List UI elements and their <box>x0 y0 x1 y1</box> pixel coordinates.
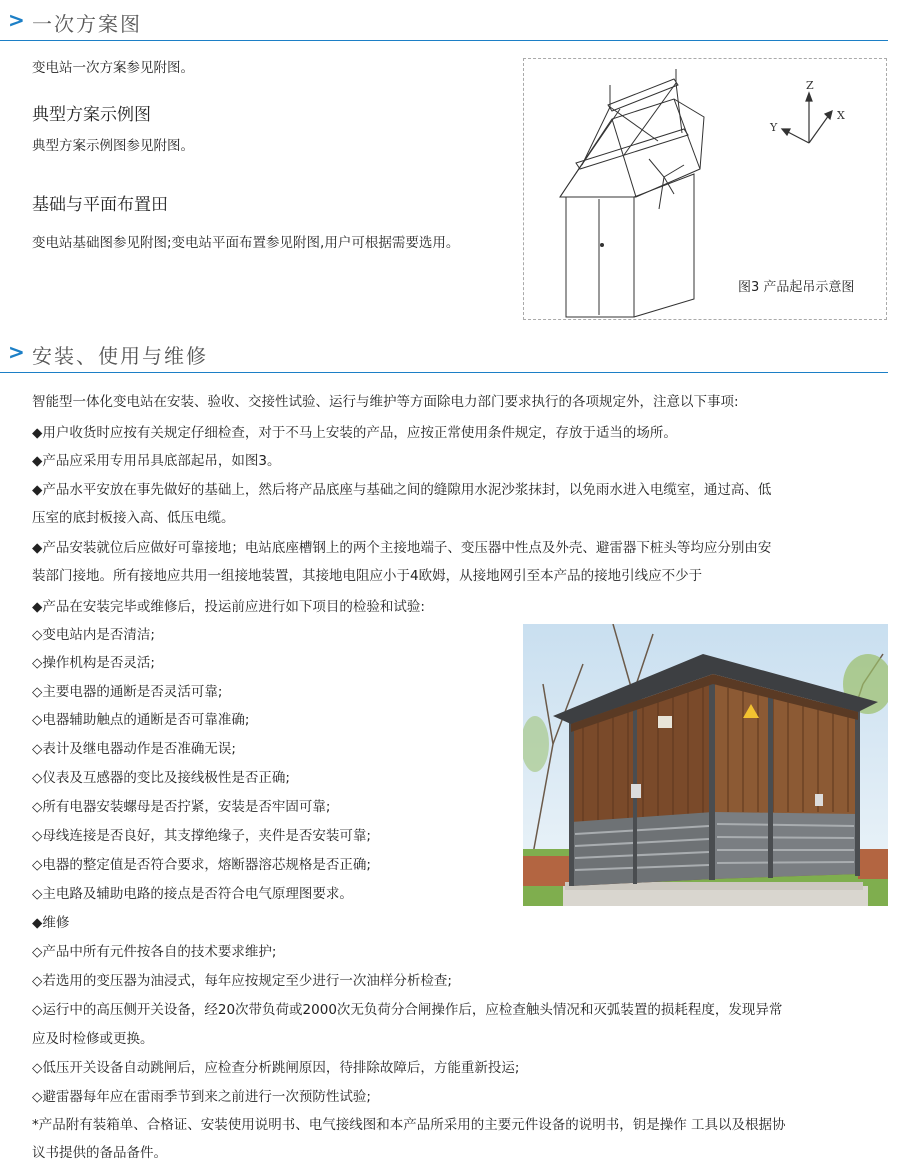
check-item: ◇电器的整定值是否符合要求，熔断器溶芯规格是否正确; <box>32 857 371 873</box>
divider <box>0 372 888 373</box>
footnote: *产品附有装箱单、合格证、安装使用说明书、电气接线图和本产品所采用的主要元件设备的说明书，钥是操作 工具以及根据协 <box>32 1117 786 1133</box>
check-item: ◇操作机构是否灵活; <box>32 655 155 671</box>
check-item: ◇电器辅助触点的通断是否可靠准确; <box>32 712 250 728</box>
substation-photo <box>523 624 888 906</box>
figure-caption: 图3 产品起吊示意图 <box>738 280 855 295</box>
check-item: ◇主要电器的通断是否灵活可靠; <box>32 684 223 700</box>
chevron-right-icon: > <box>8 340 25 364</box>
section-header-scheme <box>0 4 900 44</box>
maint-item: ◇产品中所有元件按各自的技术要求维护; <box>32 944 277 960</box>
axis-x-label: X <box>837 109 845 122</box>
maint-item: ◇运行中的高压侧开关设备，经20次带负荷或2000次无负荷分合闸操作后，应检查触头情况和灭弧装置的损耗程度，发现异常 <box>32 1002 783 1018</box>
list-item: ◆产品水平安放在事先做好的基础上，然后将产品底座与基础之间的缝隙用水泥沙浆抹封，以免雨水进入电缆室，通过高、低 <box>32 482 772 498</box>
list-item: 压室的底封板接入高、低压电缆。 <box>32 510 235 526</box>
maint-item: ◇若选用的变压器为油浸式，每年应按规定至少进行一次油样分析检查; <box>32 973 452 989</box>
maint-item: ◇避雷器每年应在雷雨季节到来之前进行一次预防性试验; <box>32 1089 371 1105</box>
section-title: 安装、使用与维修 <box>32 344 208 368</box>
foundation-text: 变电站基础图参见附图;变电站平面布置参见附图,用户可根据需要选用。 <box>32 235 460 251</box>
section-title: 一次方案图 <box>32 12 142 36</box>
list-item: ◆产品应采用专用吊具底部起吊，如图3。 <box>32 453 281 469</box>
list-item: ◆产品在安装完毕或维修后，投运前应进行如下项目的检验和试验: <box>32 599 425 615</box>
list-item: ◆产品安装就位后应做好可靠接地；电站底座槽钢上的两个主接地端子、变压器中性点及外壳、避雷器下桩头等均应分别由安 <box>32 540 772 556</box>
check-item: ◇母线连接是否良好，其支撑绝缘子，夹件是否安装可靠; <box>32 828 371 844</box>
list-item: 装部门接地。所有接地应共用一组接地装置，其接地电阻应小于4欧姆，从接地网引至本产品的接地引线应不少于 <box>32 568 703 584</box>
axis-z-label: Z <box>806 79 814 92</box>
install-intro: 智能型一体化变电站在安装、验收、交接性试验、运行与维护等方面除电力部门要求执行的各项规定外，注意以下事项: <box>32 394 739 410</box>
check-item: ◇变电站内是否清洁; <box>32 627 155 643</box>
section-header-install <box>0 336 900 376</box>
maintenance-heading: ◆维修 <box>32 915 70 931</box>
subheading-typical: 典型方案示例图 <box>32 105 151 125</box>
maint-item: 应及时检修或更换。 <box>32 1031 154 1047</box>
divider <box>0 40 888 41</box>
typical-text: 典型方案示例图参见附图。 <box>32 138 194 154</box>
scheme-intro: 变电站一次方案参见附图。 <box>32 60 194 76</box>
check-item: ◇所有电器安装螺母是否拧紧，安装是否牢固可靠; <box>32 799 331 815</box>
chevron-right-icon: > <box>8 8 25 32</box>
subheading-foundation: 基础与平面布置田 <box>32 195 168 215</box>
check-item: ◇表计及继电器动作是否准确无误; <box>32 741 236 757</box>
check-item: ◇仪表及互感器的变比及接线极性是否正确; <box>32 770 290 786</box>
footnote: 议书提供的备品备件。 <box>32 1145 167 1161</box>
list-item: ◆用户收货时应按有关规定仔细检查，对于不马上安装的产品，应按正常使用条件规定，存放于适当的场所。 <box>32 425 677 441</box>
axis-y-label: Y <box>770 121 778 134</box>
substation-image-icon <box>523 624 888 906</box>
maint-item: ◇低压开关设备自动跳闸后，应检查分析跳闸原因，待排除故障后，方能重新投运; <box>32 1060 520 1076</box>
check-item: ◇主电路及辅助电路的接点是否符合电气原理图要求。 <box>32 886 353 902</box>
